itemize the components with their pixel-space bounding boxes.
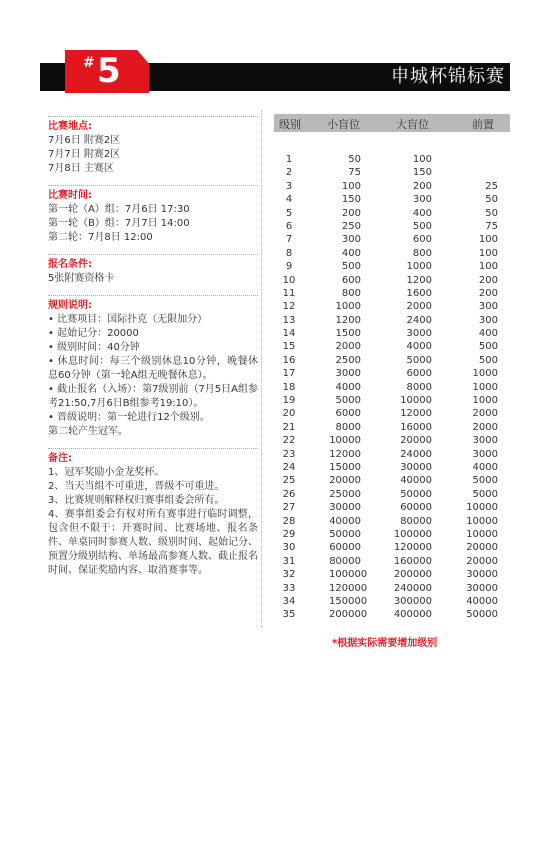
cell-big-blind: 800 — [412, 247, 432, 259]
cell-ante: 30000 — [466, 569, 498, 581]
cell-level: 25 — [282, 475, 296, 487]
cell-small-blind: 8000 — [335, 421, 361, 433]
section-heading: 规则说明: — [48, 300, 92, 311]
cell-level: 33 — [282, 582, 296, 594]
schedule-line: 第二轮：7月8日 12:00 — [48, 232, 153, 243]
table-row — [274, 528, 510, 541]
section-heading: 备注: — [48, 453, 72, 464]
table-row — [274, 367, 510, 380]
header-small-blind: 小盲位 — [327, 118, 360, 131]
cell-ante: 2000 — [472, 408, 498, 420]
cell-small-blind: 600 — [341, 274, 361, 286]
cell-small-blind: 40000 — [329, 515, 361, 527]
cell-small-blind: 200 — [341, 207, 361, 219]
event-number: 5 — [97, 51, 121, 91]
cell-big-blind: 120000 — [393, 542, 432, 554]
cell-level: 30 — [282, 542, 296, 554]
cell-ante: 5000 — [472, 475, 498, 487]
cell-ante: 50000 — [466, 609, 498, 621]
cell-big-blind: 400 — [412, 207, 432, 219]
table-row — [274, 461, 510, 474]
cell-small-blind: 2000 — [335, 341, 361, 353]
cell-small-blind: 15000 — [329, 461, 361, 473]
table-row — [274, 327, 510, 340]
cell-level: 11 — [282, 287, 296, 299]
cell-ante: 4000 — [472, 461, 498, 473]
table-row — [274, 515, 510, 528]
cell-level: 32 — [282, 569, 296, 581]
venue-line: 7月6日 附赛2区 — [48, 135, 121, 146]
table-row — [274, 153, 510, 166]
cell-small-blind: 4000 — [335, 381, 361, 393]
cell-ante: 50 — [485, 194, 498, 206]
cell-level: 28 — [282, 515, 296, 527]
cell-level: 20 — [282, 408, 296, 420]
cell-small-blind: 50000 — [329, 528, 361, 540]
column-divider — [261, 110, 262, 628]
cell-ante: 500 — [478, 341, 498, 353]
event-info-column — [48, 116, 258, 587]
cell-small-blind: 20000 — [329, 475, 361, 487]
cell-ante: 1000 — [472, 395, 498, 407]
cell-small-blind: 1000 — [335, 301, 361, 313]
cell-small-blind: 80000 — [329, 555, 361, 567]
cell-ante: 3000 — [472, 435, 498, 447]
cell-ante: 1000 — [472, 368, 498, 380]
rule-line: 第二轮产生冠军。 — [48, 426, 128, 437]
cell-small-blind: 800 — [341, 287, 361, 299]
cell-ante: 200 — [478, 287, 498, 299]
cell-ante: 100 — [478, 234, 498, 246]
cell-ante: 5000 — [472, 488, 498, 500]
cell-level: 9 — [285, 261, 293, 273]
cell-ante: 25 — [485, 180, 498, 192]
table-row — [274, 207, 510, 220]
cell-small-blind: 50 — [348, 154, 361, 165]
note-line: 4、赛事组委会有权对所有赛事进行临时调整，包含但不限于：开赛时间、比赛场地、报名条件、单桌同时参赛人数、级别时间、起始记分、预置分级别结构、单场最高参赛人数、截止报名时间、保证奖励内容、取消赛事等。 — [48, 509, 258, 576]
table-row — [274, 407, 510, 420]
blind-structure-table — [274, 114, 510, 622]
table-row — [274, 394, 510, 407]
cell-level: 16 — [282, 354, 296, 366]
cell-level: 34 — [282, 595, 296, 607]
cell-small-blind: 100000 — [329, 569, 368, 581]
cell-big-blind: 600 — [412, 234, 432, 246]
cell-ante: 500 — [478, 354, 498, 366]
rule-line: • 比赛项目：国际扑克（无限加分） — [48, 314, 208, 325]
event-number-hash: # — [83, 55, 95, 71]
section-heading: 比赛地点: — [48, 121, 92, 132]
note-line: 2、当天当组不可重进，晋级不可重进。 — [48, 481, 225, 492]
cell-level: 23 — [282, 448, 296, 460]
cell-level: 3 — [285, 180, 293, 192]
cell-ante: 2000 — [472, 421, 498, 433]
rule-line: • 截止报名（入场）：第7级别前（7月5日A组参考21:50,7月6日B组参考19:10）。 — [48, 384, 259, 409]
header-level: 级别 — [279, 118, 301, 131]
cell-small-blind: 60000 — [329, 542, 361, 554]
event-title: 申城杯锦标赛 — [391, 66, 505, 87]
table-row — [274, 180, 510, 193]
table-body — [274, 153, 510, 622]
schedule-line: 第一轮（A）组：7月6日 17:30 — [48, 204, 190, 215]
cell-big-blind: 3000 — [406, 328, 432, 340]
table-footnote: *根据实际需要增加级别 — [332, 638, 438, 649]
rule-line: • 休息时间：每三个级别休息10分钟，晚餐休息60分钟（第一轮A组无晚餐休息）。 — [48, 356, 258, 381]
cell-big-blind: 6000 — [406, 368, 432, 380]
cell-level: 19 — [282, 395, 296, 407]
table-row — [274, 501, 510, 514]
cell-big-blind: 160000 — [393, 555, 432, 567]
cell-ante: 400 — [478, 328, 498, 340]
cell-ante: 10000 — [466, 515, 498, 527]
cell-level: 24 — [282, 461, 296, 473]
cell-big-blind: 1600 — [406, 287, 432, 299]
table-row — [274, 568, 510, 581]
header-ante: 前置 — [472, 118, 494, 131]
cell-ante: 10000 — [466, 502, 498, 514]
cell-small-blind: 5000 — [335, 395, 361, 407]
cell-small-blind: 1200 — [335, 314, 361, 326]
cell-ante: 20000 — [466, 555, 498, 567]
table-row — [274, 595, 510, 608]
cell-big-blind: 5000 — [406, 354, 432, 366]
table-row — [274, 274, 510, 287]
cell-big-blind: 2400 — [406, 314, 432, 326]
cell-big-blind: 100000 — [393, 528, 432, 540]
cell-level: 1 — [285, 154, 293, 165]
cell-level: 18 — [282, 381, 296, 393]
cell-big-blind: 2000 — [406, 301, 432, 313]
table-row — [274, 166, 510, 179]
cell-level: 17 — [282, 368, 296, 380]
cell-ante: 40000 — [466, 595, 498, 607]
cell-small-blind: 100 — [341, 180, 361, 192]
cell-level: 22 — [282, 435, 296, 447]
cell-ante: 3000 — [472, 448, 498, 460]
cell-big-blind: 20000 — [400, 435, 432, 447]
cell-level: 6 — [285, 220, 293, 232]
cell-level: 29 — [282, 528, 296, 540]
table-row — [274, 340, 510, 353]
cell-ante: 1000 — [472, 381, 498, 393]
table-row — [274, 582, 510, 595]
cell-big-blind: 10000 — [400, 395, 432, 407]
cell-big-blind: 50000 — [400, 488, 432, 500]
venue-line: 7月7日 附赛2区 — [48, 149, 121, 160]
cell-ante: 100 — [478, 247, 498, 259]
rule-line: • 晋级说明：第一轮进行12个级别。 — [48, 412, 210, 423]
cell-ante: 300 — [478, 314, 498, 326]
note-line: 3、比赛规则解释权归赛事组委会所有。 — [48, 495, 225, 506]
cell-level: 26 — [282, 488, 296, 500]
table-row — [274, 541, 510, 554]
cell-small-blind: 25000 — [329, 488, 361, 500]
section-entry — [48, 254, 258, 286]
cell-ante: 75 — [485, 220, 498, 232]
header-big-blind: 大盲位 — [396, 118, 429, 131]
table-header — [274, 114, 510, 132]
cell-big-blind: 300 — [412, 194, 432, 206]
cell-big-blind: 80000 — [400, 515, 432, 527]
cell-big-blind: 150 — [412, 167, 432, 179]
cell-big-blind: 200 — [412, 180, 432, 192]
note-line: 1、冠军奖励小金龙奖杯。 — [48, 467, 165, 478]
cell-small-blind: 200000 — [329, 609, 368, 621]
table-row — [274, 474, 510, 487]
cell-level: 31 — [282, 555, 296, 567]
entry-line: 5张附赛资格卡 — [48, 273, 115, 284]
cell-level: 15 — [282, 341, 296, 353]
cell-ante: 30000 — [466, 582, 498, 594]
cell-ante: 20000 — [466, 542, 498, 554]
cell-level: 2 — [285, 167, 293, 179]
section-notes — [48, 448, 258, 578]
cell-small-blind: 120000 — [329, 582, 368, 594]
table-row — [274, 287, 510, 300]
cell-ante: 10000 — [466, 528, 498, 540]
cell-big-blind: 1000 — [406, 261, 432, 273]
cell-level: 7 — [285, 234, 293, 246]
section-heading: 比赛时间: — [48, 190, 92, 201]
cell-level: 5 — [285, 207, 293, 219]
cell-big-blind: 60000 — [400, 502, 432, 514]
cell-big-blind: 400000 — [393, 609, 432, 621]
cell-small-blind: 75 — [348, 167, 361, 179]
cell-small-blind: 10000 — [329, 435, 361, 447]
table-row — [274, 233, 510, 246]
cell-big-blind: 100 — [412, 154, 432, 165]
table-row — [274, 314, 510, 327]
cell-level: 4 — [285, 194, 293, 206]
cell-small-blind: 2500 — [335, 354, 361, 366]
cell-small-blind: 400 — [341, 247, 361, 259]
table-row — [274, 354, 510, 367]
table-row — [274, 421, 510, 434]
cell-ante: 300 — [478, 301, 498, 313]
cell-big-blind: 300000 — [393, 595, 432, 607]
cell-ante: 100 — [478, 261, 498, 273]
cell-small-blind: 6000 — [335, 408, 361, 420]
table-row — [274, 381, 510, 394]
table-row — [274, 434, 510, 447]
cell-small-blind: 150000 — [329, 595, 368, 607]
section-schedule — [48, 185, 258, 245]
cell-level: 14 — [282, 328, 296, 340]
cell-big-blind: 30000 — [400, 461, 432, 473]
table-row — [274, 555, 510, 568]
cell-small-blind: 12000 — [329, 448, 361, 460]
cell-big-blind: 4000 — [406, 341, 432, 353]
cell-small-blind: 500 — [341, 261, 361, 273]
cell-level: 12 — [282, 301, 296, 313]
cell-small-blind: 300 — [341, 234, 361, 246]
cell-big-blind: 12000 — [400, 408, 432, 420]
table-row — [274, 448, 510, 461]
section-venue — [48, 116, 258, 176]
venue-line: 7月8日 主赛区 — [48, 163, 114, 174]
cell-big-blind: 8000 — [406, 381, 432, 393]
schedule-line: 第一轮（B）组：7月7日 14:00 — [48, 218, 190, 229]
table-row — [274, 260, 510, 273]
cell-big-blind: 200000 — [393, 569, 432, 581]
cell-ante: 200 — [478, 274, 498, 286]
cell-big-blind: 240000 — [393, 582, 432, 594]
cell-level: 8 — [285, 247, 293, 259]
cell-small-blind: 30000 — [329, 502, 361, 514]
cell-level: 13 — [282, 314, 296, 326]
rule-line: • 级别时间：40分钟 — [48, 342, 140, 353]
table-row — [274, 193, 510, 206]
table-row — [274, 247, 510, 260]
table-row — [274, 488, 510, 501]
cell-big-blind: 40000 — [400, 475, 432, 487]
cell-small-blind: 150 — [341, 194, 361, 206]
cell-level: 35 — [282, 609, 296, 621]
cell-level: 10 — [282, 274, 296, 286]
cell-small-blind: 250 — [341, 220, 361, 232]
section-rules — [48, 295, 258, 439]
rule-line: • 起始记分：20000 — [48, 328, 139, 339]
cell-level: 21 — [282, 421, 296, 433]
cell-small-blind: 1500 — [335, 328, 361, 340]
cell-ante: 50 — [485, 207, 498, 219]
cell-big-blind: 24000 — [400, 448, 432, 460]
cell-big-blind: 16000 — [400, 421, 432, 433]
cell-big-blind: 500 — [412, 220, 432, 232]
table-row — [274, 220, 510, 233]
table-row — [274, 300, 510, 313]
cell-small-blind: 3000 — [335, 368, 361, 380]
cell-level: 27 — [282, 502, 296, 514]
section-heading: 报名条件: — [48, 259, 92, 270]
table-row — [274, 608, 510, 621]
cell-big-blind: 1200 — [406, 274, 432, 286]
